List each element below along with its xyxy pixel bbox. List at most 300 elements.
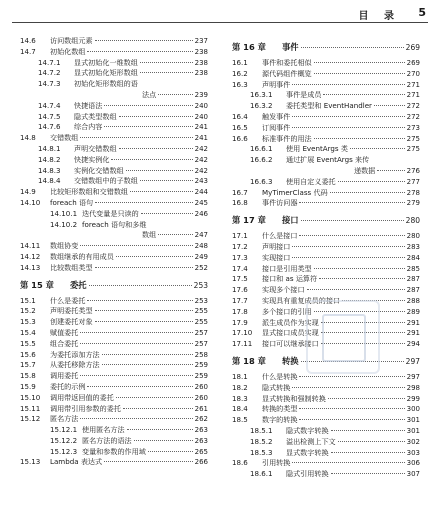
dot-leader [299, 376, 404, 377]
toc-entry [20, 68, 208, 79]
entry-number: 14.7.1 [38, 57, 61, 67]
entry-number: 15.8 [20, 371, 36, 381]
toc-entry [20, 230, 208, 241]
entry-title: 递数据 [354, 165, 376, 175]
entry-title: 声明事件 [262, 79, 291, 89]
entry-page: 266 [194, 458, 208, 467]
dot-leader [301, 47, 404, 48]
dot-leader [87, 386, 192, 387]
entry-page: 284 [406, 253, 420, 262]
toc-chapter [232, 212, 420, 229]
entry-page: 277 [406, 177, 420, 186]
dot-leader [314, 138, 405, 139]
entry-number: 17.3 [232, 252, 248, 262]
dot-leader [116, 397, 193, 398]
entry-page: 303 [406, 448, 420, 457]
entry-number: 15.12.2 [50, 435, 78, 445]
entry-page: 289 [406, 307, 420, 316]
toc-entry [20, 176, 208, 187]
entry-number: 15.5 [20, 338, 36, 348]
entry-title: 数组协变 [50, 241, 79, 251]
entry-page: 257 [194, 328, 208, 337]
entry-page: 259 [194, 361, 208, 370]
entry-number: 18.6 [232, 458, 248, 468]
dot-leader [104, 126, 192, 127]
watermark-icon [306, 300, 380, 374]
dot-leader [89, 285, 192, 286]
entry-number: 16.6.3 [250, 176, 273, 186]
entry-title: 数组继承的有用成员 [50, 251, 114, 261]
entry-number: 14.8 [20, 133, 36, 143]
entry-page: 280 [406, 232, 420, 241]
toc-entry [232, 166, 420, 177]
entry-number: 17.9 [232, 317, 248, 327]
entry-number: 15.12.1 [50, 425, 78, 435]
entry-title: 初始化数组 [50, 46, 86, 56]
toc-entry [20, 241, 208, 252]
entry-title: 综合内容 [74, 122, 103, 132]
entry-title: foreach 语句和多维 [82, 219, 147, 229]
dot-leader [95, 267, 193, 268]
dot-leader [292, 257, 404, 258]
entry-title: 为委托添加方法 [50, 349, 100, 359]
entry-page: 242 [194, 166, 208, 175]
dot-leader [80, 245, 192, 246]
entry-title: 显式数字转换 [286, 447, 329, 457]
dot-leader [158, 234, 192, 235]
toc-entry [232, 69, 420, 80]
entry-title: 调用委托 [50, 371, 79, 381]
toc-entry [20, 220, 208, 231]
header-title: 目 录 [358, 11, 400, 22]
entry-number: 16.6.1 [250, 144, 273, 154]
entry-page: 258 [194, 350, 208, 359]
entry-title: 什么是委托 [50, 295, 86, 305]
dot-leader [80, 332, 192, 333]
entry-title: 变量和参数的作用域 [82, 446, 146, 456]
entry-title: 比较矩形数组和交错数组 [50, 187, 129, 197]
entry-number: 18.1 [232, 371, 248, 381]
entry-page: 242 [194, 155, 208, 164]
entry-page: 291 [406, 329, 420, 338]
entry-page: 260 [194, 393, 208, 402]
toc-entry [232, 253, 420, 264]
entry-number: 15.7 [20, 360, 36, 370]
toc-entry [20, 47, 208, 58]
entry-page: 300 [406, 405, 420, 414]
entry-page: 238 [194, 69, 208, 78]
entry-page: 287 [406, 275, 420, 284]
toc-entry [20, 101, 208, 112]
header-rule [12, 22, 428, 23]
entry-page: 245 [194, 198, 208, 207]
toc-entry [20, 187, 208, 198]
entry-number: 15.12.3 [50, 446, 78, 456]
entry-number: 16.4 [232, 111, 248, 121]
entry-number: 15.2 [20, 306, 36, 316]
toc-entry [20, 36, 208, 47]
entry-page: 307 [406, 470, 420, 479]
dot-leader [95, 40, 193, 41]
entry-page: 306 [406, 459, 420, 468]
dot-leader [299, 235, 404, 236]
entry-title: 触发事件 [262, 111, 291, 121]
toc-entry [20, 447, 208, 458]
entry-number: 15.13 [20, 457, 41, 467]
entry-number: 第 17 章 [232, 215, 266, 226]
entry-page: 301 [406, 416, 420, 425]
toc-entry [232, 469, 420, 480]
entry-title: 隐式类型数组 [74, 111, 117, 121]
entry-page: 283 [406, 242, 420, 251]
entry-page: 241 [194, 123, 208, 132]
dot-leader [102, 354, 193, 355]
entry-page: 244 [194, 188, 208, 197]
entry-number: 16.6.2 [250, 155, 273, 165]
entry-title: 访问数组元素 [50, 36, 93, 45]
entry-title: MyTimerClass 代码 [262, 187, 328, 197]
entry-number: 14.11 [20, 241, 41, 251]
toc-entry [20, 112, 208, 123]
entry-page: 269 [406, 59, 420, 67]
dot-leader [314, 268, 405, 269]
dot-leader [331, 452, 405, 453]
entry-title: 显式转换和强制转换 [262, 393, 326, 403]
dot-leader [299, 408, 404, 409]
entry-number: 16.3 [232, 79, 248, 89]
dot-leader [299, 419, 404, 420]
entry-number: 18.3 [232, 393, 248, 403]
entry-title: 什么是转换 [262, 371, 298, 381]
entry-number: 14.7 [20, 46, 36, 56]
entry-number: 16.3.1 [250, 90, 273, 100]
dot-leader [134, 440, 193, 441]
entry-number: 14.8.4 [38, 176, 61, 186]
entry-page: 242 [194, 144, 208, 153]
entry-title: 数字的转换 [262, 415, 298, 425]
entry-title: 实现具有重复成员的接口 [262, 295, 341, 305]
entry-title: 调用带返回值的委托 [50, 392, 114, 402]
dot-leader [95, 310, 193, 311]
entry-page: 263 [194, 436, 208, 445]
dot-leader [292, 387, 404, 388]
entry-number: 14.8.3 [38, 165, 61, 175]
entry-number: 14.12 [20, 251, 41, 261]
entry-title: 事件 [282, 42, 299, 52]
entry-page: 240 [194, 101, 208, 110]
entry-title: foreach 语句 [50, 197, 94, 207]
entry-page: 257 [194, 339, 208, 348]
entry-number: 18.2 [232, 382, 248, 392]
toc-entry [20, 371, 208, 382]
entry-title: 接口可以继承接口 [262, 339, 319, 349]
entry-page: 243 [194, 177, 208, 186]
entry-page: 273 [406, 123, 420, 132]
entry-page: 287 [406, 286, 420, 295]
toc-entry [20, 436, 208, 447]
toc-column-right [232, 36, 420, 480]
entry-title: 什么是接口 [262, 231, 298, 241]
entry-title: 标准事件的用法 [262, 133, 312, 143]
entry-number: 17.7 [232, 295, 248, 305]
entry-number: 14.13 [20, 262, 41, 272]
toc-entry [20, 393, 208, 404]
entry-title: 实例化交错数组 [74, 165, 124, 175]
dot-leader [119, 148, 193, 149]
dot-leader [80, 343, 192, 344]
entry-number: 14.10.1 [50, 208, 78, 218]
dot-leader [319, 278, 405, 279]
entry-page: 294 [406, 340, 420, 349]
dot-leader [331, 473, 405, 474]
entry-page: 291 [406, 318, 420, 327]
entry-title: 调用带引用参数的委托 [50, 403, 121, 413]
toc-entry [20, 360, 208, 371]
dot-leader [111, 159, 192, 160]
entry-page: 269 [405, 43, 420, 52]
dot-leader [158, 94, 192, 95]
toc-entry [20, 457, 208, 468]
entry-title: 事件和委托相似 [262, 58, 312, 67]
dot-leader [127, 429, 193, 430]
entry-number: 14.7.2 [38, 68, 61, 78]
dot-leader [140, 62, 193, 63]
entry-page: 241 [194, 134, 208, 143]
entry-title: 转换的类型 [262, 404, 298, 414]
entry-number: 16.2 [232, 68, 248, 78]
toc-entry [232, 231, 420, 242]
dot-leader [307, 289, 405, 290]
entry-number: 16.5 [232, 122, 248, 132]
entry-page: 280 [405, 216, 420, 226]
entry-page: 262 [194, 415, 208, 424]
entry-number: 第 16 章 [232, 42, 266, 52]
toc-entry [20, 263, 208, 274]
entry-page: 279 [406, 199, 420, 208]
dot-leader [104, 105, 192, 106]
entry-number: 14.7.4 [38, 100, 61, 110]
entry-title: 隐式数字转换 [286, 425, 329, 435]
dot-leader [328, 398, 405, 399]
entry-number: 15.6 [20, 349, 36, 359]
entry-number: 15.1 [20, 295, 36, 305]
entry-title: 声明交错数组 [74, 143, 117, 153]
toc-entry [232, 198, 420, 209]
dot-leader [119, 116, 193, 117]
entry-title: 委托的示例 [50, 381, 86, 391]
toc-entry [232, 458, 420, 469]
dot-leader [80, 418, 192, 419]
entry-page: 240 [194, 112, 208, 121]
dot-leader [330, 192, 405, 193]
entry-page: 253 [193, 280, 208, 290]
entry-page: 276 [406, 166, 420, 175]
entry-title: 组合委托 [50, 338, 79, 348]
entry-number: 15.4 [20, 327, 36, 337]
entry-page: 288 [406, 296, 420, 305]
toc-entry [20, 317, 208, 328]
dot-leader [148, 451, 193, 452]
entry-title: 数组 [142, 230, 157, 240]
entry-title: 通过扩展 EventArgs 来传 [286, 155, 370, 165]
entry-title: 溢出检测上下文 [286, 436, 336, 446]
toc-entry [232, 177, 420, 188]
entry-title: 转换 [282, 355, 299, 366]
entry-title: 委托类型和 EventHandler [286, 101, 372, 111]
entry-number: 15.3 [20, 317, 36, 327]
dot-leader [104, 461, 193, 462]
page-number: 5 [418, 6, 426, 19]
toc-entry [20, 252, 208, 263]
toc-column-left [20, 36, 208, 468]
dot-leader [331, 430, 405, 431]
entry-number: 16.7 [232, 187, 248, 197]
entry-title: 快捷实例化 [74, 154, 110, 164]
dot-leader [141, 213, 193, 214]
toc-chapter [232, 39, 420, 56]
toc-entry [232, 415, 420, 426]
entry-number: 15.9 [20, 381, 36, 391]
entry-page: 297 [405, 356, 420, 366]
toc-entry [232, 437, 420, 448]
toc-entry [20, 144, 208, 155]
dot-leader [292, 462, 404, 463]
entry-title: 订阅事件 [262, 122, 291, 132]
entry-number: 14.10 [20, 197, 41, 207]
toc-entry [20, 382, 208, 393]
entry-number: 第 15 章 [20, 279, 54, 290]
entry-number: 15.12 [20, 414, 41, 424]
entry-number: 16.3.2 [250, 101, 273, 111]
entry-number: 14.10.2 [50, 219, 78, 229]
entry-title: 声明接口 [262, 241, 291, 251]
toc-entry [232, 112, 420, 123]
entry-title: 匿名方法的语法 [82, 435, 132, 445]
dot-leader [292, 127, 404, 128]
entry-title: 接口 [282, 215, 299, 226]
toc-entry [232, 101, 420, 112]
entry-title: 源代码组件概览 [262, 68, 312, 78]
dot-leader [80, 137, 192, 138]
entry-title: 交错数组 [50, 133, 79, 143]
entry-page: 298 [406, 383, 420, 392]
entry-title: 交错数组中的子数组 [74, 176, 138, 186]
entry-page: 255 [194, 318, 208, 327]
entry-page: 249 [194, 252, 208, 261]
dot-leader [292, 246, 404, 247]
toc-chapter [20, 277, 208, 294]
dot-leader [140, 180, 193, 181]
entry-number: 18.5.1 [250, 425, 273, 435]
entry-page: 271 [406, 91, 420, 100]
toc-entry [20, 425, 208, 436]
entry-page: 272 [406, 112, 420, 121]
entry-page: 301 [406, 426, 420, 435]
entry-page: 247 [194, 231, 208, 240]
entry-number: 14.7.6 [38, 122, 61, 132]
dot-leader [374, 105, 405, 106]
toc-entry [232, 426, 420, 437]
dot-leader [301, 220, 404, 221]
dot-leader [292, 84, 404, 85]
dot-leader [299, 202, 404, 203]
entry-title: 使用匿名方法 [82, 425, 125, 435]
entry-title: 事件是成员 [286, 90, 322, 100]
entry-number: 18.4 [232, 404, 248, 414]
entry-title: 实现多个接口 [262, 285, 305, 295]
toc-entry [20, 122, 208, 133]
toc-entry [232, 448, 420, 459]
dot-leader [123, 408, 193, 409]
entry-number: 17.2 [232, 241, 248, 251]
entry-title: 隐式引用转换 [286, 469, 329, 479]
entry-title: 隐式转换 [262, 382, 291, 392]
toc-entry [20, 166, 208, 177]
entry-number: 17.5 [232, 274, 248, 284]
entry-number: 14.9 [20, 187, 36, 197]
entry-number: 17.1 [232, 231, 248, 241]
entry-number: 14.7.3 [38, 79, 61, 89]
toc-entry [232, 274, 420, 285]
entry-title: 多个接口的引用 [262, 306, 312, 316]
toc-entry [20, 209, 208, 220]
entry-title: 显式接口成员实现 [262, 328, 319, 338]
dot-leader [126, 170, 193, 171]
toc-entry [20, 296, 208, 307]
dot-leader [95, 202, 192, 203]
entry-number: 15.10 [20, 392, 41, 402]
entry-page: 255 [194, 307, 208, 316]
entry-title: 事件访问器 [262, 198, 298, 208]
entry-title: 使用自定义委托 [286, 176, 336, 186]
entry-page: 271 [406, 80, 420, 89]
dot-leader [87, 300, 192, 301]
toc-entry [232, 242, 420, 253]
dot-leader [314, 62, 405, 63]
entry-number: 18.5.2 [250, 436, 273, 446]
entry-title: 委托 [70, 279, 87, 290]
dot-leader [350, 148, 405, 149]
toc-entry [232, 383, 420, 394]
entry-title: 创建委托对象 [50, 317, 93, 327]
entry-page: 253 [194, 296, 208, 305]
toc-entry [20, 198, 208, 209]
entry-number: 17.11 [232, 339, 253, 349]
entry-number: 14.6 [20, 36, 36, 45]
entry-page: 248 [194, 242, 208, 251]
entry-page: 237 [194, 37, 208, 45]
entry-page: 238 [194, 58, 208, 67]
entry-title: 引用转换 [262, 458, 291, 468]
entry-title: 使用 EventArgs 类 [286, 144, 348, 154]
entry-number: 17.6 [232, 285, 248, 295]
toc-entry [20, 133, 208, 144]
entry-title: 接口和 as 运算符 [262, 274, 318, 284]
dot-leader [87, 51, 192, 52]
toc-entry [232, 285, 420, 296]
entry-page: 270 [406, 69, 420, 78]
entry-number: 14.7.5 [38, 111, 61, 121]
entry-title: 迭代变量是只读的 [82, 208, 139, 218]
entry-page: 299 [406, 394, 420, 403]
entry-number: 15.11 [20, 403, 41, 413]
toc-entry [20, 155, 208, 166]
entry-title: 比较数组类型 [50, 262, 93, 272]
entry-number: 16.6 [232, 133, 248, 143]
dot-leader [377, 170, 404, 171]
toc-entry [232, 58, 420, 69]
entry-page: 275 [406, 134, 420, 143]
